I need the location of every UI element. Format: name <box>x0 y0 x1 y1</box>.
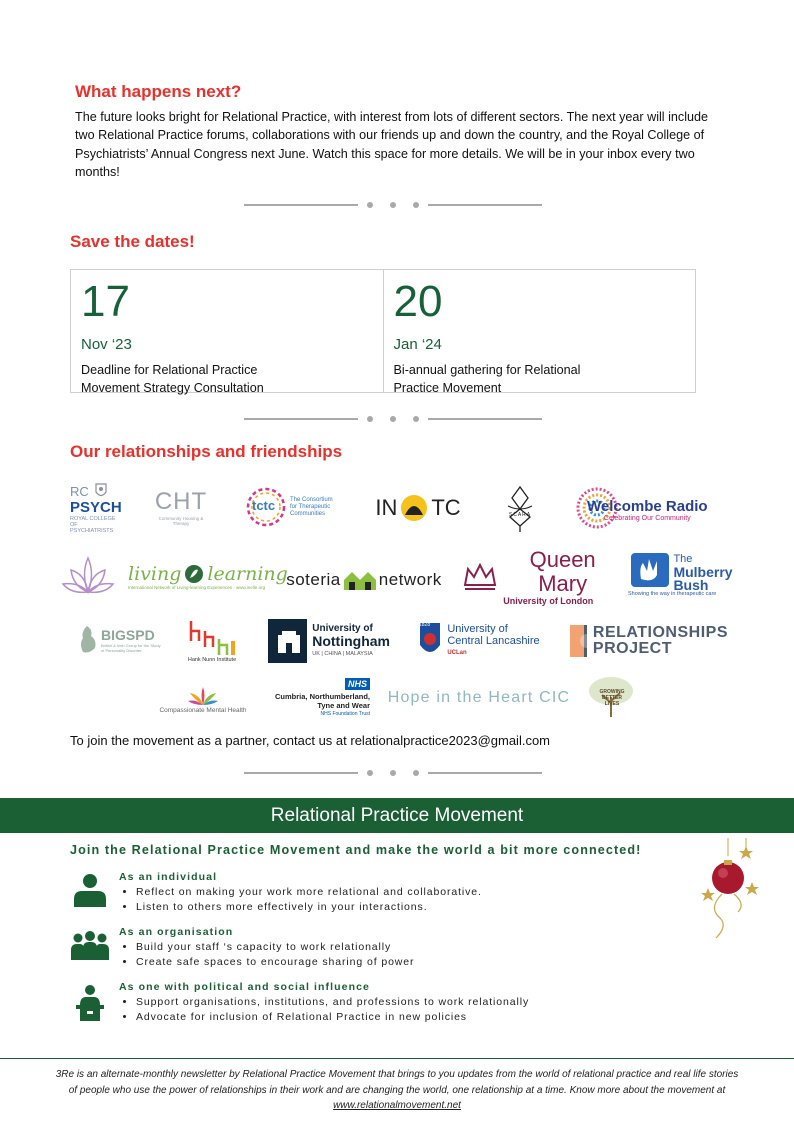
group-title: As one with political and social influence <box>119 981 370 993</box>
houses-icon <box>343 568 377 592</box>
logo-rcpsych <box>70 478 122 538</box>
logo-text: Hank Nunn Institute <box>187 657 237 663</box>
logo-text: IN <box>375 495 398 520</box>
logo-hope-in-the-heart <box>380 686 578 710</box>
logo-text: Bush <box>673 577 709 593</box>
logo-growing-better-lives <box>584 675 640 721</box>
logo-text: Central Lancashire <box>447 635 540 647</box>
date-day: 17 <box>81 277 130 326</box>
logo-scara <box>498 482 542 536</box>
logo-hank-nunn <box>182 616 242 666</box>
group-list <box>136 940 414 969</box>
logo-text: Tyne and Wear <box>317 700 370 710</box>
what-next-body: The future looks bright for Relational Practice, with interest from lots of different sectors. The next year will include two Relational Practice forums, collaborations with our friends up and down the country, and the Royal College of Psychiatrists’ Annual Congress next June. Watch this space for more details. We will be in your inbox every two months! <box>75 110 709 180</box>
logo-text: University of <box>312 622 373 634</box>
intc-circle-icon <box>399 493 429 523</box>
crest-icon <box>93 482 109 500</box>
logo-text: network <box>378 570 442 589</box>
dates-table <box>70 269 696 393</box>
logo-welcombe-radio <box>575 486 723 530</box>
movement-tagline: Join the Relational Practice Movement and make the world a bit more connected! <box>70 843 642 857</box>
logo-text: tctc <box>252 498 276 513</box>
list-item: • Create safe spaces to encourage sharing of power <box>136 955 414 970</box>
logo-text: UCLan <box>447 650 467 656</box>
involvement-group-individual <box>70 871 690 911</box>
date-month: Nov ‘23 <box>81 336 132 353</box>
list-item: • Support organisations, institutions, and professions to work relationally <box>136 995 529 1010</box>
castle-icon <box>268 619 307 663</box>
logo-text: GROWING <box>599 689 625 695</box>
list-item: • Reflect on making your work more relational and collaborative. <box>136 885 482 900</box>
section-title-relationships: Our relationships and friendships <box>70 442 343 461</box>
date-description: Deadline for Relational Practice Movement Strategy Consultation <box>81 363 264 395</box>
logo-text: NHS Foundation Trust <box>320 710 370 717</box>
involvement-group-organisation <box>70 926 690 966</box>
date-description: Bi-annual gathering for Relational Practice Movement <box>393 363 581 395</box>
logo-text: BIGSPD <box>101 627 155 643</box>
crown-icon <box>462 561 497 593</box>
logo-cht <box>150 490 212 524</box>
logo-text: UK | CHINA | MALAYSIA <box>312 650 373 657</box>
logo-text: International Network of Living-learning Experiences · www.inelle.org <box>128 584 266 590</box>
nhs-badge: NHS <box>345 678 370 690</box>
banner-title: Relational Practice Movement <box>270 804 524 826</box>
logo-relationships-project <box>570 624 728 658</box>
logo-soteria-network <box>276 566 452 594</box>
mulberry-hand-icon <box>631 553 669 587</box>
logo-text: Celebrating Our Community <box>603 515 691 522</box>
divider <box>244 770 542 776</box>
date-month: Jan ‘24 <box>393 336 442 353</box>
logo-text: Compassionate Mental Health <box>159 706 247 714</box>
section-title-save-dates: Save the dates! <box>70 232 195 251</box>
list-item: • Build your staff ‘s capacity to work relationally <box>136 940 414 955</box>
website-link[interactable]: www.relationalmovement.net <box>333 1100 461 1111</box>
footer-rule <box>0 1058 794 1059</box>
section-title-what-next: What happens next? <box>75 82 242 101</box>
logo-text: PSYCH <box>70 499 122 516</box>
logo-bigspd <box>74 621 164 659</box>
logo-text: RELATIONSHIPS <box>592 624 728 641</box>
logo-text: Cumbria, Northumberland, <box>274 691 370 701</box>
speaker-podium-icon <box>70 981 110 1025</box>
list-item: • Advocate for inclusion of Relational Practice in new policies <box>136 1010 529 1025</box>
logo-text: ROYAL COLLEGE OF PSYCHIATRISTS <box>70 516 116 534</box>
logo-text: CHT <box>154 488 208 515</box>
logo-uclan <box>414 619 544 663</box>
logo-queen-mary <box>462 547 622 606</box>
team-icon <box>68 926 112 966</box>
logo-text: 1828 <box>419 622 431 628</box>
involvement-group-political <box>70 981 690 1025</box>
logo-text: Welcombe Radio <box>587 498 708 515</box>
logo-text: soteria <box>286 570 341 589</box>
logo-text: British & Irish Group for the Study of Personality Disorder <box>101 643 161 653</box>
logo-text: Queen Mary <box>529 547 596 596</box>
footer-note <box>55 1067 739 1114</box>
lotus-icon <box>61 552 115 602</box>
logo-text: University of <box>447 623 508 635</box>
christmas-ornament-icon <box>698 838 762 946</box>
logo-text: Showing the way in therapeutic care <box>628 591 717 597</box>
logo-text: Nottingham <box>312 632 390 649</box>
logo-nottingham <box>268 618 390 664</box>
list-item: • Listen to others more effectively in your interactions. <box>136 900 482 915</box>
logo-text: University of London <box>503 596 594 606</box>
group-title: As an individual <box>119 871 218 883</box>
logo-text: living <box>128 562 182 585</box>
logo-text: The <box>673 553 693 565</box>
date-card <box>71 270 383 395</box>
logo-nhs-cntw <box>258 677 370 719</box>
logo-living-learning <box>128 553 288 599</box>
scara-tree-icon <box>500 484 540 534</box>
logo-text: Mulberry <box>673 564 733 580</box>
logo-text: The Consortium for Therapeutic Communities <box>290 496 333 517</box>
logo-text: LIVES <box>604 701 620 707</box>
flower-icon <box>186 685 220 707</box>
logo-lotus <box>60 551 116 603</box>
person-icon <box>70 871 110 911</box>
logo-text: Hope in the Heart CIC <box>387 689 571 706</box>
logo-tctc <box>244 486 340 528</box>
leaf-icon <box>184 564 204 584</box>
logo-text: PROJECT <box>592 640 672 657</box>
divider <box>244 416 542 422</box>
logo-compassionate-mental-health <box>150 680 256 718</box>
uk-map-icon <box>77 624 99 656</box>
divider <box>244 202 542 208</box>
logo-text: Community Housing & Therapy <box>158 516 204 526</box>
relationships-project-icon <box>570 625 587 657</box>
logo-intc <box>372 490 464 526</box>
logo-text: BETTER <box>602 695 622 701</box>
date-card <box>383 270 696 395</box>
logo-text: TC <box>431 495 461 520</box>
date-day: 20 <box>393 277 443 326</box>
logo-text: learning <box>207 562 288 585</box>
hank-nunn-mark-icon <box>187 619 237 657</box>
logo-text: RC <box>70 483 89 499</box>
logo-mulberry-bush <box>628 553 736 599</box>
logo-text: SCARA <box>508 512 532 518</box>
group-list <box>136 995 529 1024</box>
footer-text: 3Re is an alternate-monthly newsletter by Relational Practice Movement that brings to you updates from the world of relational practice and real life stories of people who use the power of relationships in their work and are changing the world, one relationship at a time. Know more about the movement at <box>55 1069 739 1096</box>
group-list <box>136 885 482 914</box>
movement-banner <box>0 798 794 833</box>
group-title: As an organisation <box>119 926 234 938</box>
join-partner-text: To join the movement as a partner, contact us at relationalpractice2023@gmail.com <box>70 733 551 748</box>
